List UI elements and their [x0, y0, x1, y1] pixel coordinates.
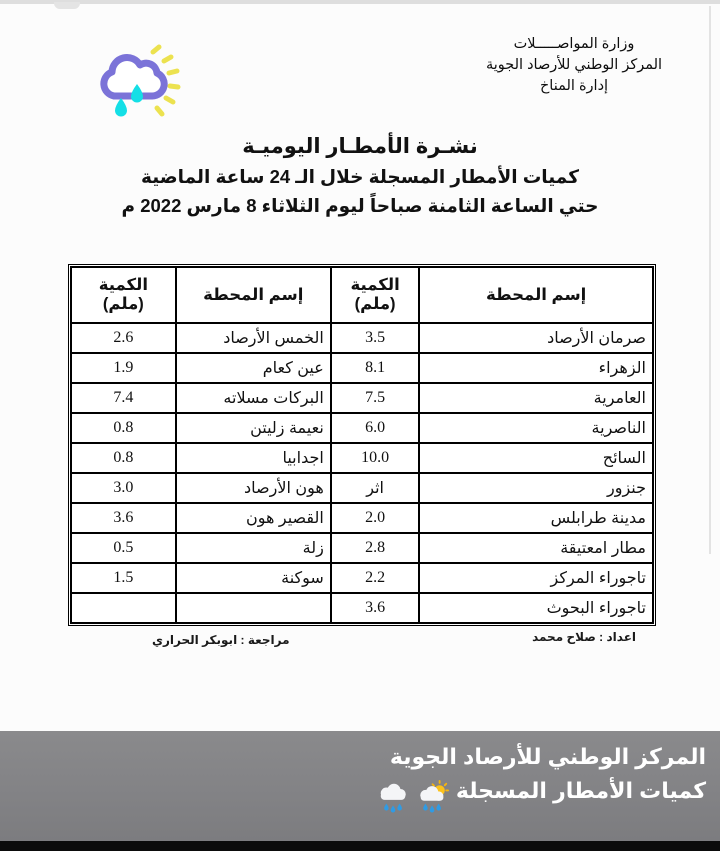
- page-top-edge: [0, 0, 720, 4]
- subtitle-date: حتي الساعة الثامنة صباحاً ليوم الثلاثاء 8 مارس 2022 م: [121, 195, 599, 216]
- rainfall-table: [70, 266, 654, 624]
- rain-amount: 7.4: [71, 383, 176, 413]
- rain-amount: 6.0: [331, 413, 420, 443]
- org-line-ministry: وزارة المواصـــــلات: [513, 36, 635, 52]
- station-name: صرمان الأرصاد: [419, 323, 653, 353]
- rain-cloud-icon: [376, 780, 410, 814]
- station-name: هون الأرصاد: [176, 473, 331, 503]
- reviewed-by-credit: مراجعة : ابوبكر الحراري: [152, 633, 290, 647]
- table-row: [71, 383, 653, 413]
- rain-amount: 3.6: [331, 593, 420, 623]
- rainfall-table-frame: [68, 264, 656, 626]
- title-block: [0, 134, 720, 217]
- station-name: الناصرية: [419, 413, 653, 443]
- station-name: القصير هون: [176, 503, 331, 533]
- station-name: عين كعام: [176, 353, 331, 383]
- station-name: تاجوراء البحوث: [419, 593, 653, 623]
- org-header: [444, 34, 704, 97]
- table-row: [71, 503, 653, 533]
- rain-amount: 7.5: [331, 383, 420, 413]
- prepared-by-credit: اعداد : صلاح محمد: [532, 630, 636, 644]
- amount-header-unit: (ملم): [102, 295, 144, 313]
- table-row: [71, 323, 653, 353]
- page-title: نشـرة الأمطـار اليوميـة: [242, 135, 478, 158]
- rain-amount: 1.5: [71, 563, 176, 593]
- rain-amount: [71, 593, 176, 623]
- station-name: مدينة طرابلس: [419, 503, 653, 533]
- rain-amount: 2.8: [331, 533, 420, 563]
- station-name: مطار امعتيقة: [419, 533, 653, 563]
- station-name: اجدابيا: [176, 443, 331, 473]
- rain-amount: 0.8: [71, 413, 176, 443]
- bottom-black-strip: [0, 841, 720, 851]
- rain-amount: 2.6: [71, 323, 176, 353]
- bottom-caption-banner: [0, 731, 720, 841]
- col-header-amount-right: [331, 267, 420, 323]
- cloud-rain-sun-logo-icon: [90, 38, 194, 122]
- table-row: [71, 353, 653, 383]
- table-header-row: [71, 267, 653, 323]
- page-top-notch: [54, 2, 80, 9]
- banner-caption-text: كميات الأمطار المسجلة: [455, 778, 706, 803]
- rain-amount: 3.6: [71, 503, 176, 533]
- table-row: [71, 443, 653, 473]
- amount-header-word: الكمية: [350, 276, 400, 294]
- rain-amount: 3.0: [71, 473, 176, 503]
- subtitle-period: كميات الأمطار المسجلة خلال الـ 24 ساعة الماضية: [141, 166, 579, 187]
- banner-caption-row: [0, 770, 720, 814]
- station-name: سوكنة: [176, 563, 331, 593]
- sun-behind-rain-cloud-icon: [416, 780, 450, 814]
- table-row: [71, 563, 653, 593]
- station-name: جنزور: [419, 473, 653, 503]
- station-name: زلة: [176, 533, 331, 563]
- banner-org-name: المركز الوطني للأرصاد الجوية: [389, 744, 706, 769]
- page-right-edge: [709, 6, 711, 554]
- amount-header-word: الكمية: [98, 276, 148, 294]
- col-header-amount-left: [71, 267, 176, 323]
- table-row: [71, 473, 653, 503]
- col-header-station-left: إسم المحطة: [176, 267, 331, 323]
- table-row: [71, 413, 653, 443]
- rain-amount: 10.0: [331, 443, 420, 473]
- rain-amount: اثر: [331, 473, 420, 503]
- rain-amount: 2.2: [331, 563, 420, 593]
- org-line-department: إدارة المناخ: [539, 78, 609, 94]
- amount-header-unit: (ملم): [354, 295, 396, 313]
- station-name: [176, 593, 331, 623]
- station-name: الخمس الأرصاد: [176, 323, 331, 353]
- rain-amount: 8.1: [331, 353, 420, 383]
- table-row: [71, 593, 653, 623]
- station-name: العامرية: [419, 383, 653, 413]
- rain-amount: 0.5: [71, 533, 176, 563]
- rain-amount: 2.0: [331, 503, 420, 533]
- col-header-station-right: إسم المحطة: [419, 267, 653, 323]
- station-name: السائح: [419, 443, 653, 473]
- station-name: البركات مسلاته: [176, 383, 331, 413]
- rain-amount: 3.5: [331, 323, 420, 353]
- table-row: [71, 533, 653, 563]
- station-name: نعيمة زليتن: [176, 413, 331, 443]
- station-name: الزهراء: [419, 353, 653, 383]
- station-name: تاجوراء المركز: [419, 563, 653, 593]
- rain-amount: 0.8: [71, 443, 176, 473]
- rain-amount: 1.9: [71, 353, 176, 383]
- org-line-center: المركز الوطني للأرصاد الجوية: [485, 57, 663, 73]
